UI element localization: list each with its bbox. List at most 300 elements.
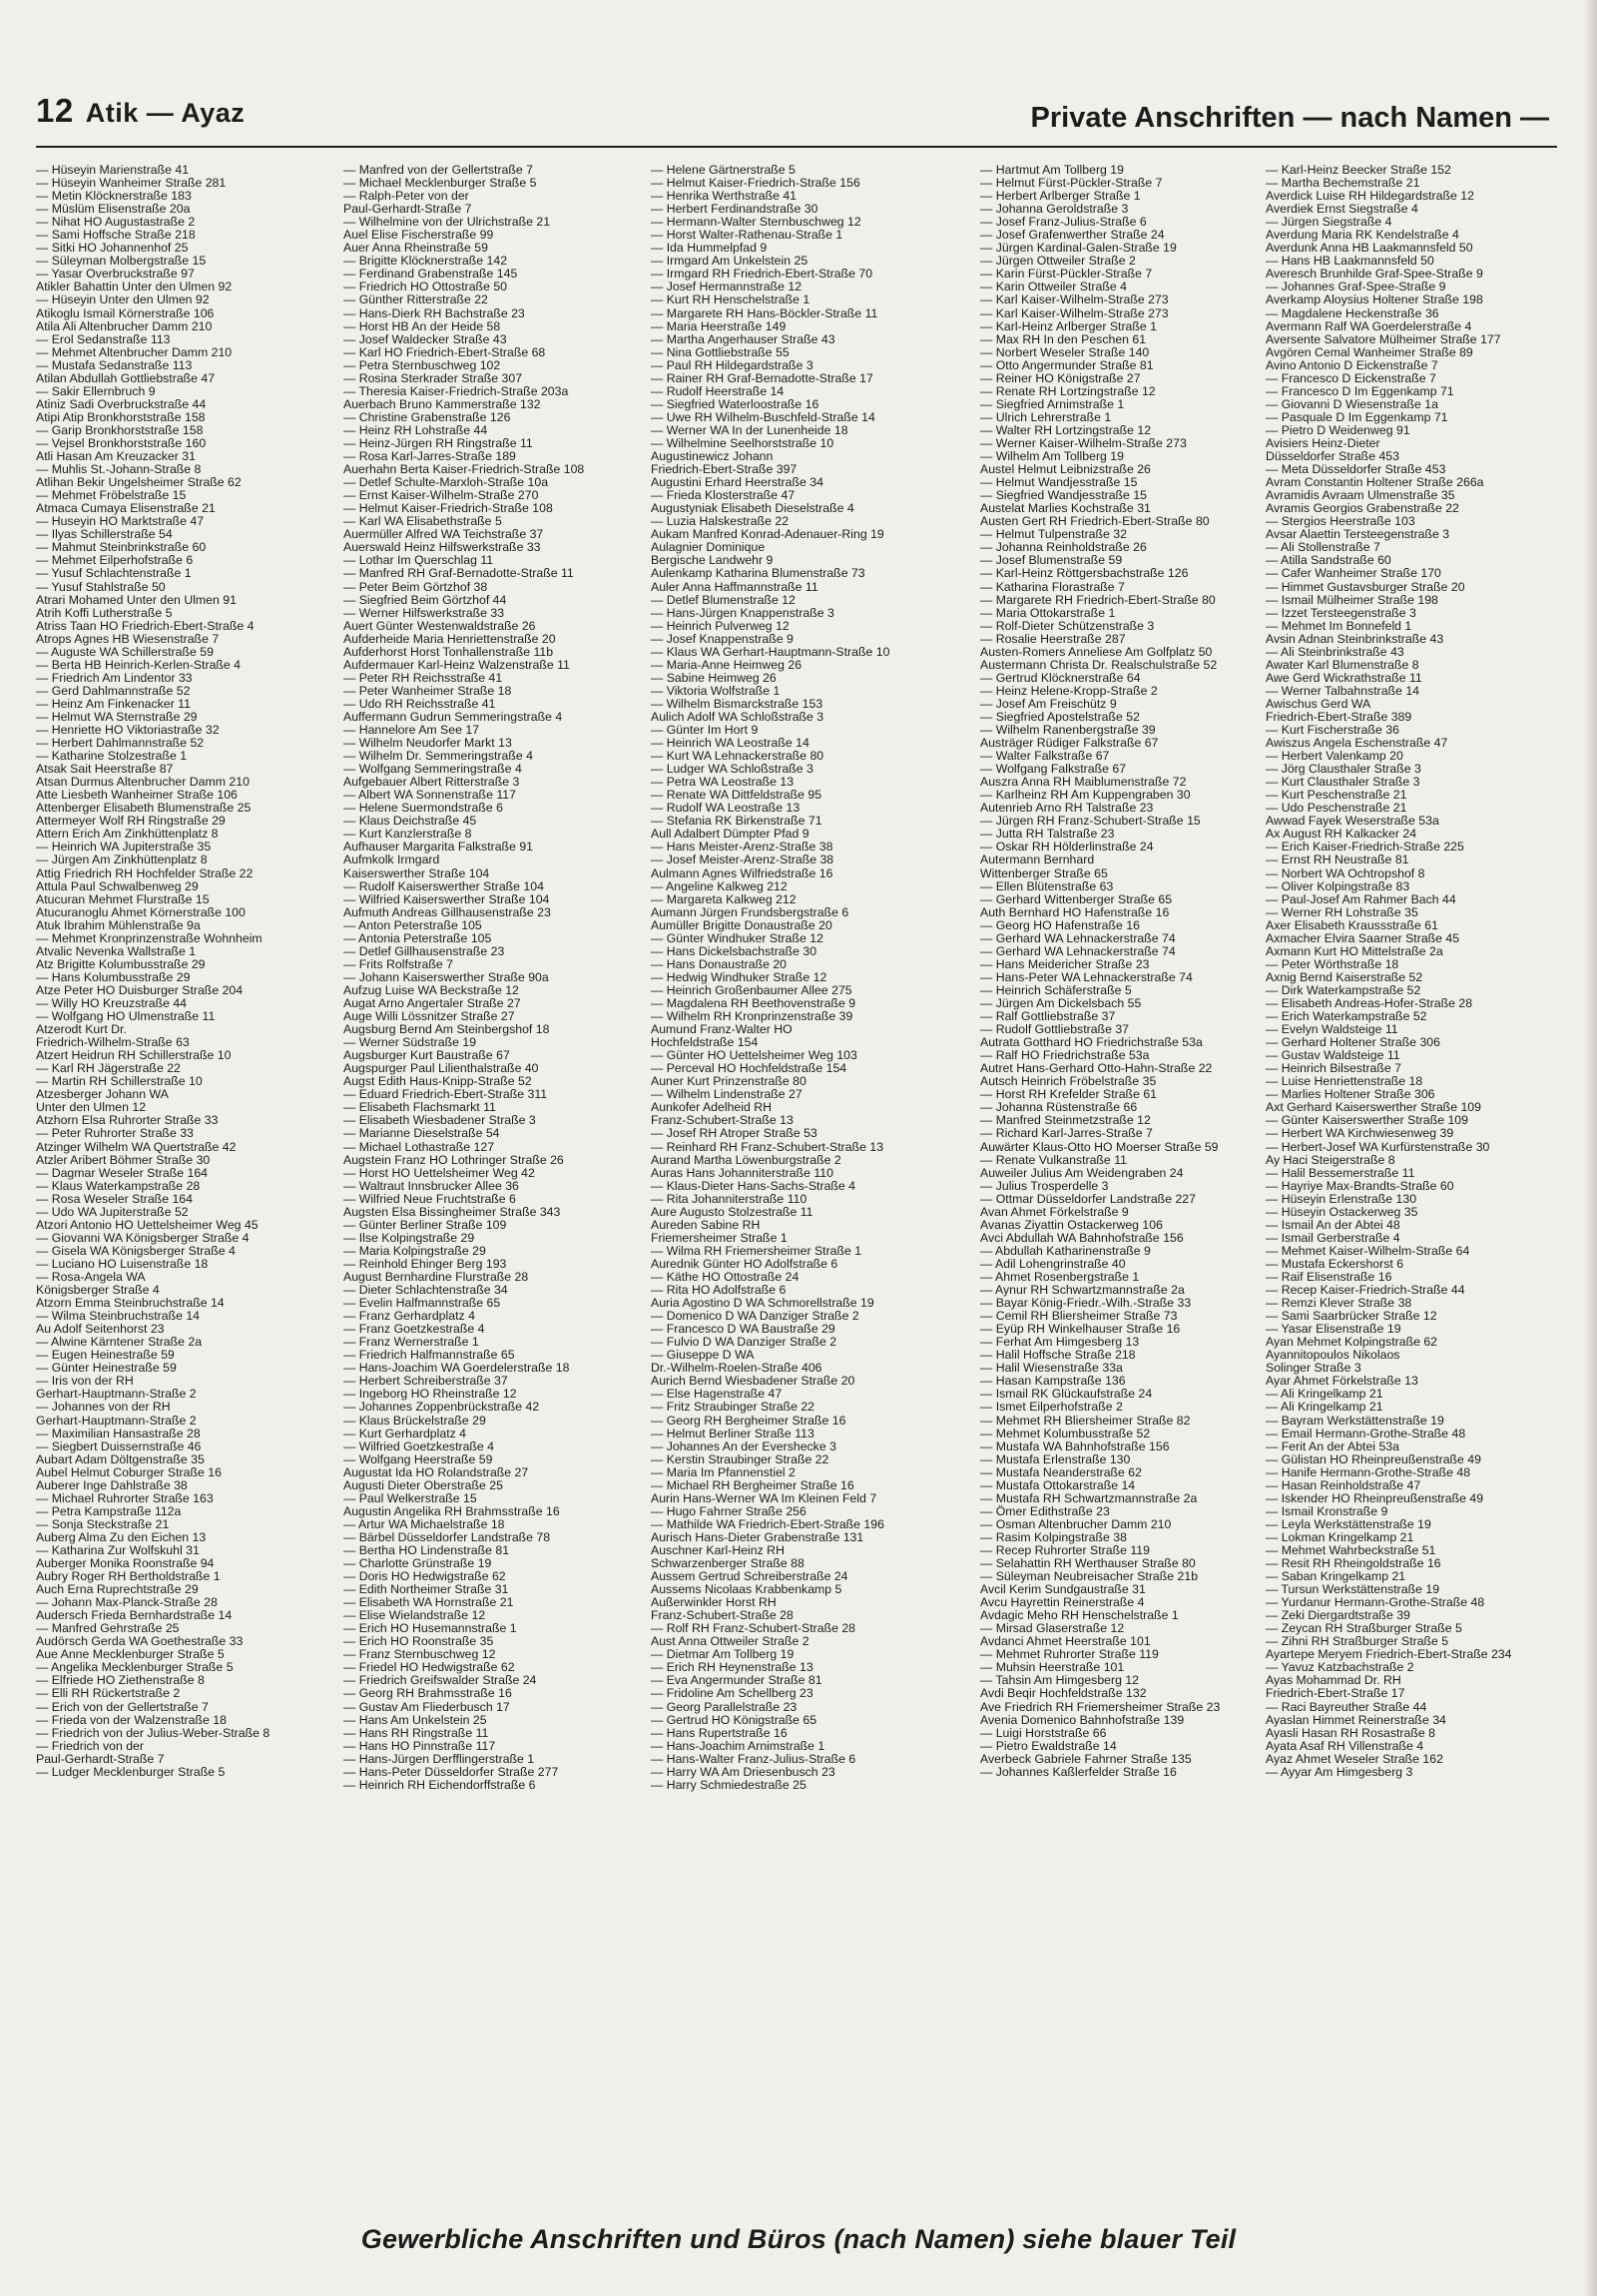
listing-entry: Aufderhorst Horst Tonhallenstraße 11b: [343, 644, 554, 659]
listing-entry: Atrih Koffi Lutherstraße 5: [36, 605, 173, 620]
listing-entry: — Wilhelm Bismarckstraße 153: [651, 696, 823, 711]
listing-entry: — Ahmet Rosenbergstraße 1: [980, 1269, 1140, 1284]
listing-entry: — Günter Windhuker Straße 12: [651, 930, 823, 945]
listing-entry: — Jürgen RH Franz-Schubert-Straße 15: [980, 814, 1201, 829]
listing-entry: — Werner Hilfswerkstraße 33: [343, 605, 505, 620]
listing-entry: — Dieter Schlachtenstraße 34: [343, 1283, 508, 1298]
listing-entry: — Johannes An der Evershecke 3: [651, 1438, 836, 1453]
listing-entry: — Johannes Graf-Spee-Straße 9: [1266, 280, 1446, 294]
listing-entry: Atlihan Bekir Ungelsheimer Straße 62: [36, 475, 242, 490]
listing-entry: — Josef Franz-Julius-Straße 6: [980, 215, 1147, 230]
listing-entry: — Harry WA Am Driesenbusch 23: [651, 1764, 835, 1779]
listing-entry: — Stergios Heerstraße 103: [1266, 514, 1415, 529]
listing-entry: — Peter RH Reichsstraße 41: [343, 670, 503, 685]
listing-entry: — Wilhelm Dr. Semmeringstraße 4: [343, 749, 533, 764]
listing-entry: — Luzia Halskestraße 22: [651, 514, 790, 529]
listing-entry: — Pasquale D Im Eggenkamp 71: [1266, 409, 1448, 424]
listing-entry: — Brigitte Klöcknerstraße 142: [343, 254, 508, 269]
listing-entry: — Reiner HO Königstraße 27: [980, 370, 1141, 385]
listing-entry: Au Adolf Seitenhorst 23: [36, 1322, 165, 1337]
listing-entry: — Bayar König-Friedr.-Wilh.-Straße 33: [980, 1296, 1192, 1311]
listing-entry: — Georg RH Brahmsstraße 16: [343, 1686, 512, 1701]
listing-entry: — Rosalie Heerstraße 287: [980, 631, 1126, 646]
listing-entry: — Resit RH Rheingoldstraße 16: [1266, 1556, 1441, 1571]
listing-entry: — Garip Bronkhorststraße 158: [36, 422, 204, 437]
listing-entry: — Helmut WA Sternstraße 29: [36, 709, 198, 724]
listing-entry: — Giovanni D Wiesenstraße 1a: [1266, 396, 1438, 411]
listing-entry: Averdung Maria RK Kendelstraße 4: [1266, 228, 1459, 243]
listing-entry: — Walter RH Lortzingstraße 12: [980, 422, 1152, 437]
listing-entry: Dr.-Wilhelm-Roelen-Straße 406: [651, 1361, 822, 1376]
listing-entry: Averdiek Ernst Siegstraße 4: [1266, 202, 1418, 217]
listing-entry: — Ismail Gerberstraße 4: [1266, 1230, 1400, 1245]
listing-entry: Paul-Gerhardt-Straße 7: [36, 1751, 165, 1766]
listing-entry: Aulenkamp Katharina Blumenstraße 73: [651, 566, 865, 581]
listing-entry: — Sami Saarbrücker Straße 12: [1266, 1309, 1437, 1324]
listing-entry: — Sonja Steckstraße 21: [36, 1516, 170, 1531]
listing-entry: — Erich von der Gellertstraße 7: [36, 1699, 209, 1714]
listing-entry: — Friedrich HO Ottostraße 50: [343, 280, 508, 294]
listing-entry: Avramidis Avraam Ulmenstraße 35: [1266, 488, 1455, 503]
listing-entry: — Detlef Gillhausenstraße 23: [343, 943, 505, 958]
listing-entry: August Bernhardine Flurstraße 28: [343, 1269, 529, 1284]
listing-entry: — Ismail Mülheimer Straße 198: [1266, 592, 1438, 607]
listing-entry: — Hartmut Am Tollberg 19: [980, 164, 1124, 177]
listing-entry: — Julius Trosperdelle 3: [980, 1178, 1109, 1193]
listing-entry: — Kurt RH Henschelstraße 1: [651, 292, 810, 307]
listing-entry: Augustinewicz Johann: [651, 449, 774, 464]
listing-entry: — Antonia Peterstraße 105: [343, 930, 492, 945]
listing-entry: Avenia Domenico Bahnhofstraße 139: [980, 1712, 1185, 1727]
listing-entry: Auermüller Alfred WA Teichstraße 37: [343, 527, 544, 542]
listing-entry: Awiszus Angela Eschenstraße 47: [1266, 736, 1448, 751]
listing-entry: — Gerhard Holtener Straße 306: [1266, 1035, 1440, 1050]
listing-entry: — Ernst Kaiser-Wilhelm-Straße 270: [343, 488, 539, 503]
listing-entry: — Hans-Joachim WA Goerdelerstraße 18: [343, 1361, 570, 1376]
listing-entry: — Ernst RH Neustraße 81: [1266, 853, 1409, 867]
listing-entry: — Ömer Edithstraße 23: [980, 1503, 1110, 1518]
listing-entry: — Herbert WA Kirchwiesenweg 39: [1266, 1126, 1454, 1141]
listing-entry: — Mehmet Kaiser-Wilhelm-Straße 64: [1266, 1243, 1470, 1258]
listing-entry: — Martha Angerhauser Straße 43: [651, 331, 835, 346]
listing-entry: Außerwinkler Horst RH: [651, 1595, 777, 1610]
listing-entry: — Yusuf Stahlstraße 50: [36, 579, 166, 594]
listing-entry: — Alwine Kärntener Straße 2a: [36, 1335, 203, 1350]
listing-entry: — Waltraut Innsbrucker Allee 36: [343, 1178, 519, 1193]
listing-entry: — Cafer Wanheimer Straße 170: [1266, 566, 1441, 581]
listing-entry: — Mehmet Altenbrucher Damm 210: [36, 344, 233, 359]
listing-entry: — Hans-Jürgen Knappenstraße 3: [651, 605, 834, 620]
listing-entry: Attenberger Elisabeth Blumenstraße 25: [36, 801, 252, 816]
listing-entry: — Meta Düsseldorfer Straße 453: [1266, 462, 1446, 477]
listing-entry: Audersch Frieda Bernhardstraße 14: [36, 1608, 233, 1623]
listing-entry: Auge Willi Lössnitzer Straße 27: [343, 1009, 515, 1024]
listing-entry: Augsburg Bernd Am Steinbergshof 18: [343, 1022, 550, 1037]
listing-entry: — Wilfried Neue Fruchtstraße 6: [343, 1191, 516, 1206]
listing-entry: — Franz Gerhardplatz 4: [343, 1309, 475, 1324]
page-header-left: [36, 92, 245, 130]
listing-entry: — Hüseyin Ostackerweg 35: [1266, 1204, 1418, 1219]
listing-entry: — Günter Im Hort 9: [651, 723, 759, 738]
listing-entry: — Mustafa Sedanstraße 113: [36, 357, 193, 372]
listing-entry: — Giovanni WA Königsberger Straße 4: [36, 1230, 250, 1245]
listing-entry: Atzorn Emma Steinbruchstraße 14: [36, 1296, 225, 1311]
listing-entry: — Müslüm Elisenstraße 20a: [36, 202, 191, 217]
listing-entry: — Max RH In den Peschen 61: [980, 331, 1147, 346]
listing-entry: — Detlef Schulte-Marxloh-Straße 10a: [343, 475, 549, 490]
listing-entry: Aversente Salvatore Mülheimer Straße 177: [1266, 331, 1501, 346]
column-4: [980, 164, 1276, 2140]
listing-entry: — Ayyar Am Himgesberg 3: [1266, 1764, 1413, 1779]
listing-entry: — Helmut Kaiser-Friedrich-Straße 156: [651, 176, 860, 191]
listing-entry: — Christine Grabenstraße 126: [343, 409, 511, 424]
listing-entry: — Aynur RH Schwartzmannstraße 2a: [980, 1283, 1185, 1298]
listing-entry: Atzhorn Elsa Ruhrorter Straße 33: [36, 1113, 219, 1128]
listing-entry: — Friedrich von der: [36, 1738, 144, 1753]
listing-entry: — Klaus-Dieter Hans-Sachs-Straße 4: [651, 1178, 856, 1193]
listing-entry: — Maria Ottokarstraße 1: [980, 605, 1116, 620]
listing-entry: — Gerhard Wittenberger Straße 65: [980, 891, 1173, 906]
listing-entry: — Margarete RH Friedrich-Ebert-Straße 80: [980, 592, 1216, 607]
listing-entry: Auerswald Heinz Hilfswerkstraße 33: [343, 540, 541, 555]
listing-entry: — Heinz Am Finkenacker 11: [36, 696, 191, 711]
listing-entry: — Bayram Werkstättenstraße 19: [1266, 1413, 1444, 1428]
listing-entry: Aufhauser Margarita Falkstraße 91: [343, 840, 534, 855]
listing-entry: Wittenberger Straße 65: [980, 865, 1108, 880]
listing-entry: Augustini Erhard Heerstraße 34: [651, 475, 823, 490]
listing-entry: Avgören Cemal Wanheimer Straße 89: [1266, 344, 1473, 359]
listing-entry: — Mustafa Ottokarstraße 14: [980, 1477, 1136, 1492]
listing-entry: — Georg HO Hafenstraße 16: [980, 917, 1140, 932]
listing-entry: — Wilhelm Neudorfer Markt 13: [343, 736, 512, 751]
listing-entry: — Klaus Waterkampstraße 28: [36, 1178, 201, 1193]
listing-entry: — Manfred Gehrstraße 25: [36, 1621, 180, 1636]
listing-entry: — Franz Wernerstraße 1: [343, 1335, 479, 1350]
listing-entry: — Manfred RH Graf-Bernadotte-Straße 11: [343, 566, 574, 581]
listing-entry: Augspurger Paul Lilienthalstraße 40: [343, 1061, 539, 1076]
listing-entry: — Gustav Am Fliederbusch 17: [343, 1699, 510, 1714]
listing-entry: Auweiler Julius Am Weidengraben 24: [980, 1165, 1184, 1180]
footer-note: Gewerbliche Anschriften und Büros (nach Namen) siehe blauer Teil: [360, 2224, 1237, 2254]
listing-entry: — Hanife Hermann-Grothe-Straße 48: [1266, 1464, 1471, 1479]
listing-entry: Ayasli Hasan RH Rosastraße 8: [1266, 1725, 1435, 1740]
listing-entry: — Ferit An der Abtei 53a: [1266, 1438, 1399, 1453]
listing-entry: — Eva Angermunder Straße 81: [651, 1673, 822, 1688]
listing-entry: — Mustafa Eckershorst 6: [1266, 1256, 1404, 1271]
listing-entry: Avcu Hayrettin Reinerstraße 4: [980, 1595, 1145, 1610]
listing-entry: Friedrich-Ebert-Straße 397: [651, 462, 798, 477]
listing-entry: — Manfred Steinmetzstraße 12: [980, 1113, 1151, 1128]
listing-entry: — Harry Schmiedestraße 25: [651, 1777, 806, 1792]
listing-entry: — Jörg Clausthaler Straße 3: [1266, 762, 1421, 777]
listing-entry: — Fridoline Am Schellberg 23: [651, 1686, 813, 1701]
listing-entry: — Josef Hermannstraße 12: [651, 280, 802, 294]
listing-entry: — Hermann-Walter Sternbuschweg 12: [651, 215, 861, 230]
listing-entry: — Halil Hoffsche Straße 218: [980, 1348, 1136, 1363]
listing-entry: — Sakir Ellernbruch 9: [36, 383, 156, 398]
listing-entry: Austelat Marlies Kochstraße 31: [980, 501, 1151, 516]
listing-entry: Aurand Martha Löwenburgstraße 2: [651, 1152, 841, 1167]
listing-entry: — Gisela WA Königsberger Straße 4: [36, 1243, 236, 1258]
listing-entry: — Johanna Rüstenstraße 66: [980, 1100, 1138, 1115]
listing-entry: — Herbert Ferdinandstraße 30: [651, 202, 818, 217]
listing-entry: — Selahattin RH Werthauser Straße 80: [980, 1556, 1196, 1571]
listing-entry: — Elisabeth Andreas-Hofer-Straße 28: [1266, 996, 1473, 1010]
listing-entry: — Horst RH Krefelder Straße 61: [980, 1087, 1157, 1102]
listing-entry: Atzert Heidrun RH Schillerstraße 10: [36, 1048, 232, 1063]
listing-entry: Ayannitopoulos Nikolaos: [1266, 1348, 1400, 1363]
listing-entry: Augustin Angelika RH Brahmsstraße 16: [343, 1503, 560, 1518]
listing-entry: — Hans Donaustraße 20: [651, 956, 788, 971]
listing-entry: — Erich HO Roonstraße 35: [343, 1634, 494, 1649]
page-number: 12: [36, 92, 74, 129]
listing-entry: — Siegfried Waterloostraße 16: [651, 396, 819, 411]
listing-entry: — Sabine Heimweg 26: [651, 670, 777, 685]
listing-entry: — Remzi Klever Straße 38: [1266, 1296, 1412, 1311]
listing-entry: — Hans HO Pinnstraße 117: [343, 1738, 496, 1753]
listing-entry: — Mahmut Steinbrinkstraße 60: [36, 540, 207, 555]
listing-entry: Atzinger Wilhelm WA Quertstraße 42: [36, 1139, 237, 1154]
listing-entry: — Wolfgang HO Ulmenstraße 11: [36, 1009, 216, 1024]
listing-entry: — Horst Walter-Rathenau-Straße 1: [651, 228, 843, 243]
listing-entry: — Josef Blumenstraße 59: [980, 553, 1123, 568]
listing-entry: — Viktoria Wolfstraße 1: [651, 683, 781, 698]
listing-entry: — Katharina Florastraße 7: [980, 579, 1125, 594]
listing-entry: Axmann Kurt HO Mittelstraße 2a: [1266, 943, 1443, 958]
listing-entry: — Jürgen Am Dickelsbach 55: [980, 996, 1142, 1010]
listing-entry: — Magdalena RH Beethovenstraße 9: [651, 996, 856, 1010]
listing-entry: — Zeycan RH Straßburger Straße 5: [1266, 1621, 1462, 1636]
listing-entry: — Mehmet Kolumbusstraße 52: [980, 1426, 1151, 1440]
listing-entry: — Herbert Schreiberstraße 37: [343, 1374, 508, 1389]
listing-entry: Austermann Christa Dr. Realschulstraße 52: [980, 657, 1218, 672]
listing-entry: — Ralf Gottliebstraße 37: [980, 1009, 1116, 1024]
listing-entry: — Gertrud HO Königstraße 65: [651, 1712, 817, 1727]
listing-entry: Avdagic Meho RH Henschelstraße 1: [980, 1608, 1179, 1623]
listing-entry: — Kurt Peschenstraße 21: [1266, 788, 1407, 803]
listing-entry: Aure Augusto Stolzestraße 11: [651, 1204, 813, 1219]
listing-entry: — Hans-Peter Düsseldorfer Straße 277: [343, 1764, 559, 1779]
listing-entry: Auschner Karl-Heinz RH: [651, 1542, 785, 1557]
listing-entry: — Hüseyin Erlenstraße 130: [1266, 1191, 1417, 1206]
listing-entry: — Udo Peschenstraße 21: [1266, 801, 1407, 816]
listing-entry: Autret Hans-Gerhard Otto-Hahn-Straße 22: [980, 1061, 1213, 1076]
listing-entry: — Iskender HO Rheinpreußenstraße 49: [1266, 1490, 1484, 1505]
listing-entry: — Klaus Deichstraße 45: [343, 814, 477, 829]
listing-entry: — Rudolf Kaiserswerther Straße 104: [343, 878, 544, 893]
listing-entry: — Gerhard WA Lehnackerstraße 74: [980, 930, 1176, 945]
listing-entry: Aulmann Agnes Wilfriedstraße 16: [651, 865, 833, 880]
listing-entry: — Helene Suermondstraße 6: [343, 801, 503, 816]
listing-entry: — Uwe RH Wilhelm-Buschfeld-Straße 14: [651, 409, 875, 424]
listing-entry: — Josef Meister-Arenz-Straße 38: [651, 853, 834, 867]
listing-entry: — Karin Fürst-Pückler-Straße 7: [980, 267, 1153, 282]
listing-entry: — Hasan Kampstraße 136: [980, 1374, 1126, 1389]
listing-entry: Aurich Bernd Wiesbadener Straße 20: [651, 1374, 855, 1389]
listing-entry: — Peter Ruhrorter Straße 33: [36, 1126, 194, 1141]
listing-entry: Ave Friedrich RH Friemersheimer Straße 23: [980, 1699, 1221, 1714]
listing-entry: — Oliver Kolpingstraße 83: [1266, 878, 1410, 893]
listing-entry: — Ismet Eilperhofstraße 2: [980, 1400, 1123, 1415]
listing-entry: — Leyla Werkstättenstraße 19: [1266, 1516, 1431, 1531]
listing-entry: Austen Gert RH Friedrich-Ebert-Straße 80: [980, 514, 1210, 529]
listing-entry: Awater Karl Blumenstraße 8: [1266, 657, 1419, 672]
listing-entry: Auel Elise Fischerstraße 99: [343, 228, 494, 243]
listing-entry: — Rita HO Adolfstraße 6: [651, 1283, 787, 1298]
listing-entry: — Paul Welkerstraße 15: [343, 1490, 477, 1505]
listing-entry: — Friedrich von der Julius-Weber-Straße 8: [36, 1725, 270, 1740]
listing-entry: — Karl-Heinz Beecker Straße 152: [1266, 164, 1451, 177]
listing-entry: — Wilma RH Friemersheimer Straße 1: [651, 1243, 862, 1258]
section-title: Private Anschriften — nach Namen —: [1030, 102, 1549, 134]
listing-entry: — Frieda von der Walzenstraße 18: [36, 1712, 227, 1727]
listing-entry: Avino Antonio D Eickenstraße 7: [1266, 357, 1438, 372]
listing-entry: — Wilfried Kaiserswerther Straße 104: [343, 891, 550, 906]
listing-entry: Augstein Franz HO Lothringer Straße 26: [343, 1152, 564, 1167]
listing-entry: — Wolfgang Semmeringstraße 4: [343, 762, 522, 777]
listing-entry: — Yavuz Katzbachstraße 2: [1266, 1660, 1414, 1675]
listing-entry: — Evelin Halfmannstraße 65: [343, 1296, 501, 1311]
listing-entry: Aumund Franz-Walter HO: [651, 1022, 793, 1037]
listing-entry: Avci Abdullah WA Bahnhofstraße 156: [980, 1230, 1184, 1245]
listing-entry: — Metin Klöcknerstraße 183: [36, 189, 192, 204]
listing-entry: — Adil Lohengrinstraße 40: [980, 1256, 1126, 1271]
listing-entry: — Rosina Sterkrader Straße 307: [343, 370, 523, 385]
listing-entry: — Wilhelm Ranenbergstraße 39: [980, 723, 1156, 738]
listing-entry: — Werner Südstraße 19: [343, 1035, 477, 1050]
listing-entry: — Ralf HO Friedrichstraße 53a: [980, 1048, 1150, 1063]
listing-entry: Audörsch Gerda WA Goethestraße 33: [36, 1634, 244, 1649]
listing-entry: — Rudolf WA Leostraße 13: [651, 801, 800, 816]
listing-entry: — Eduard Friedrich-Ebert-Straße 311: [343, 1087, 548, 1102]
listing-entry: — Ottmar Düsseldorfer Landstraße 227: [980, 1191, 1196, 1206]
listing-entry: — Ali Kringelkamp 21: [1266, 1400, 1383, 1415]
listing-entry: — Heinrich Großenbaumer Allee 275: [651, 982, 852, 997]
listing-entry: — Angeline Kalkweg 212: [651, 878, 788, 893]
listing-entry: — Ali Kringelkamp 21: [1266, 1387, 1383, 1402]
listing-entry: — Udo WA Jupiterstraße 52: [36, 1204, 189, 1219]
listing-entry: — Ulrich Lehrerstraße 1: [980, 409, 1112, 424]
listing-entry: — Johannes Kaßlerfelder Straße 16: [980, 1764, 1177, 1779]
listing-entry: Schwarzenberger Straße 88: [651, 1556, 804, 1571]
listing-entry: — Hüseyin Unter den Ulmen 92: [36, 292, 210, 307]
listing-entry: Aulagnier Dominique: [651, 540, 766, 555]
listing-entry: — Heinz-Jürgen RH Ringstraße 11: [343, 435, 533, 450]
listing-entry: — Pietro Ewaldstraße 14: [980, 1738, 1117, 1753]
listing-entry: Avcil Kerim Sundgaustraße 31: [980, 1582, 1146, 1597]
listing-entry: — Friedrich Greifswalder Straße 24: [343, 1673, 537, 1688]
listing-entry: — Hans HB Laakmannsfeld 50: [1266, 254, 1434, 269]
listing-entry: — Hans Dickelsbachstraße 30: [651, 943, 817, 958]
listing-entry: — Kerstin Straubinger Straße 22: [651, 1451, 829, 1466]
listing-entry: — Ralph-Peter von der: [343, 189, 469, 204]
listing-entry: — Halil Wiesenstraße 33a: [980, 1361, 1123, 1376]
listing-entry: — Martha Bechemstraße 21: [1266, 176, 1420, 191]
listing-entry: — Jürgen Ottweiler Straße 2: [980, 254, 1136, 269]
listing-entry: Friedrich-Wilhelm-Straße 63: [36, 1035, 190, 1050]
listing-entry: Augat Arno Angertaler Straße 27: [343, 996, 521, 1010]
listing-entry: Atiniz Sadi Overbruckstraße 44: [36, 396, 207, 411]
listing-entry: — Manfred von der Gellertstraße 7: [343, 164, 533, 177]
listing-entry: — Maria Heerstraße 149: [651, 318, 787, 333]
listing-entry: Aussem Gertrud Schreiberstraße 24: [651, 1569, 848, 1584]
listing-entry: — Tahsin Am Himgesberg 12: [980, 1673, 1140, 1688]
listing-entry: — Perceval HO Hochfeldstraße 154: [651, 1061, 847, 1076]
listing-entry: Aulich Adolf WA Schloßstraße 3: [651, 709, 824, 724]
listing-entry: — Oskar RH Hölderlinstraße 24: [980, 840, 1154, 855]
listing-entry: — Ismail Kronstraße 9: [1266, 1503, 1388, 1518]
listing-entry: Auert Günter Westenwaldstraße 26: [343, 618, 536, 633]
listing-entry: Aufdermauer Karl-Heinz Walzenstraße 11: [343, 657, 570, 672]
listing-entry: — Rasim Kolpingstraße 38: [980, 1529, 1127, 1544]
listing-entry: — Huseyin HO Marktstraße 47: [36, 514, 205, 529]
listing-entry: — Erol Sedanstraße 113: [36, 331, 171, 346]
listing-entry: — Josef Am Freischütz 9: [980, 696, 1117, 711]
listing-entry: — Nina Gottliebstraße 55: [651, 344, 790, 359]
listing-entry: — Helene Gärtnerstraße 5: [651, 164, 796, 177]
listing-entry: — Francesco D Eickenstraße 7: [1266, 370, 1436, 385]
listing-entry: — Jürgen Am Zinkhüttenplatz 8: [36, 853, 208, 867]
listing-entry: — Hüseyin Wanheimer Straße 281: [36, 176, 227, 191]
listing-entry: — Rosa-Angela WA: [36, 1269, 146, 1284]
listing-entry: — Karlheinz RH Am Kuppengraben 30: [980, 788, 1191, 803]
listing-entry: — Hans Kolumbusstraße 29: [36, 969, 191, 984]
listing-entry: — Lokman Kringelkamp 21: [1266, 1529, 1414, 1544]
listing-entry: Aurin Hans-Werner WA Im Kleinen Feld 7: [651, 1490, 877, 1505]
listing-entry: — Elisabeth Wiesbadener Straße 3: [343, 1113, 536, 1128]
listing-entry: Axt Gerhard Kaiserswerther Straße 109: [1266, 1100, 1481, 1115]
listing-entry: Atikler Bahattin Unter den Ulmen 92: [36, 280, 233, 294]
listing-entry: Averdick Luise RH Hildegardstraße 12: [1266, 189, 1474, 204]
listing-entry: Aufderheide Maria Henriettenstraße 20: [343, 631, 556, 646]
listing-entry: — Josef Waldecker Straße 43: [343, 331, 507, 346]
listing-entry: — Ismail An der Abtei 48: [1266, 1217, 1400, 1232]
listing-entry: — Domenico D WA Danziger Straße 2: [651, 1309, 859, 1324]
listing-entry: — Rosa Karl-Jarres-Straße 189: [343, 449, 516, 464]
listing-entry: Autenrieb Arno RH Talstraße 23: [980, 801, 1154, 816]
listing-entry: — Klaus Brückelstraße 29: [343, 1413, 486, 1428]
listing-entry: Ayar Ahmet Förkelstraße 13: [1266, 1374, 1418, 1389]
listing-entry: Axnig Bernd Kaiserstraße 52: [1266, 969, 1423, 984]
listing-entry: Bergische Landwehr 9: [651, 553, 774, 568]
listing-entry: — Doris HO Hedwigstraße 62: [343, 1569, 506, 1584]
listing-entry: — Elise Wielandstraße 12: [343, 1608, 486, 1623]
listing-entry: — Sami Hoffsche Straße 218: [36, 228, 196, 243]
listing-entry: — Elli RH Rückertstraße 2: [36, 1686, 181, 1701]
listing-entry: Aufzug Luise WA Beckstraße 12: [343, 982, 519, 997]
listing-entry: — Hans Meidericher Straße 23: [980, 956, 1150, 971]
listing-entry: — Ludger WA Schloßstraße 3: [651, 762, 813, 777]
listing-entry: — Gustav Waldsteige 11: [1266, 1048, 1400, 1063]
listing-entry: — Karl-Heinz Arlberger Straße 1: [980, 318, 1158, 333]
listing-entry: — Helmut Tulpenstraße 32: [980, 527, 1127, 542]
listing-entry: — Wolfgang Falkstraße 67: [980, 762, 1127, 777]
listing-entry: Gerhart-Hauptmann-Straße 2: [36, 1413, 197, 1428]
listing-entry: — Gülistan HO Rheinpreußenstraße 49: [1266, 1451, 1481, 1466]
listing-entry: — Gertrud Klöcknerstraße 64: [980, 670, 1141, 685]
listing-entry: Atli Hasan Am Kreuzacker 31: [36, 449, 196, 464]
listing-entry: — Wilma Steinbruchstraße 14: [36, 1309, 201, 1324]
listing-entry: — Heinrich WA Leostraße 14: [651, 736, 809, 751]
listing-entry: Averdunk Anna HB Laakmannsfeld 50: [1266, 241, 1473, 256]
listing-entry: — Luise Henriettenstraße 18: [1266, 1074, 1423, 1089]
listing-entry: Attig Friedrich RH Hochfelder Straße 22: [36, 865, 254, 880]
listing-entry: — Mehmet Ruhrorter Straße 119: [980, 1647, 1159, 1662]
listing-entry: Austel Helmut Leibnizstraße 26: [980, 462, 1151, 477]
listing-entry: — Süleyman Molbergstraße 15: [36, 254, 207, 269]
listing-entry: Aukam Manfred Konrad-Adenauer-Ring 19: [651, 527, 884, 542]
listing-entry: Ay Haci Steigerstraße 8: [1266, 1152, 1395, 1167]
